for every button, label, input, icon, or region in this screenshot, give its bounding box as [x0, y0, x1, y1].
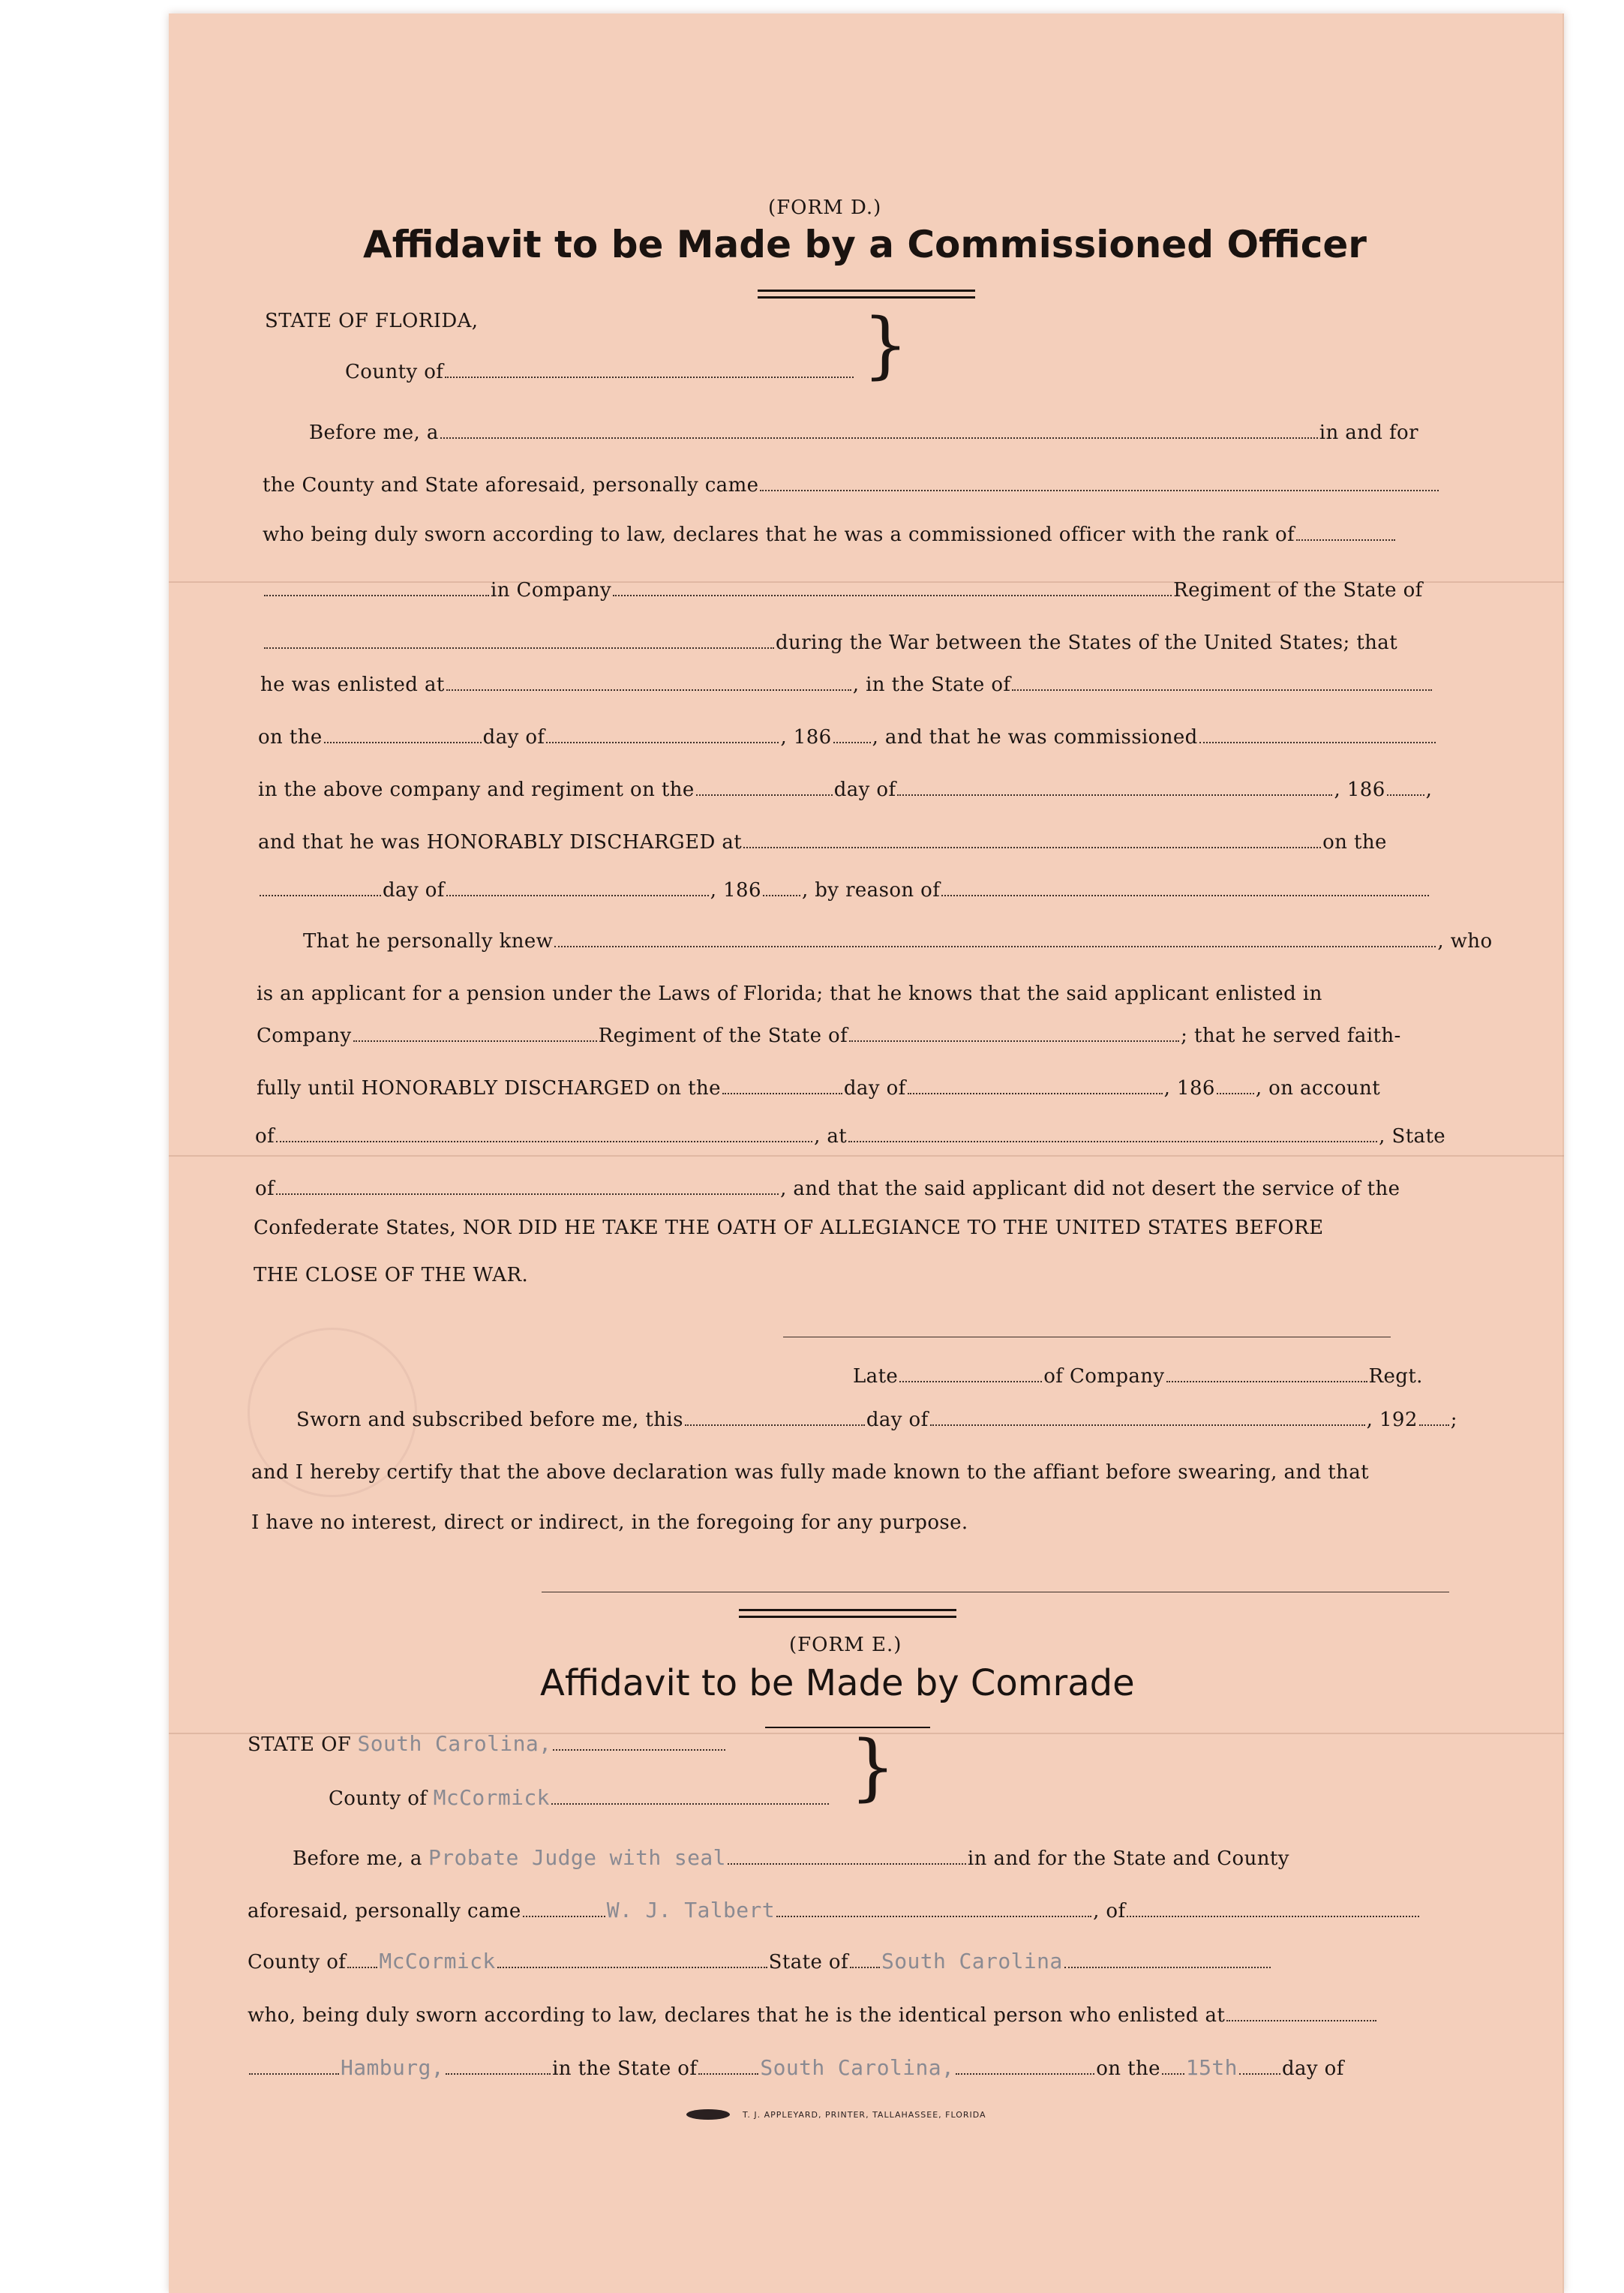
printer-imprint: T. J. APPLEYARD, PRINTER, TALLAHASSEE, FLORIDA [743, 2110, 986, 2120]
text-line: That he personally knew , who [303, 930, 1493, 953]
typed-officer-title: Probate Judge with seal [428, 1845, 726, 1870]
text-line: Before me, a Probate Judge with seal in and for the State and County [293, 1845, 1289, 1870]
form-d-label: (FORM D.) [768, 197, 882, 219]
form-d-title: Affidavit to be Made by a Commissioned Officer [363, 223, 1367, 266]
title-rule [758, 296, 975, 299]
text-line: who being duly sworn according to law, declares that he was a commissioned officer with the rank of [263, 524, 1397, 546]
state-line: STATE OF FLORIDA, [265, 310, 479, 332]
text-line: during the War between the States of the United States; that [263, 632, 1397, 654]
brace: } [850, 1725, 896, 1809]
text-line: Hamburg, in the State of South Carolina, on the 15th day of [248, 2057, 1344, 2080]
typed-county: McCormick [433, 1785, 550, 1810]
text-line: aforesaid, personally came W. J. Talbert , of [248, 1899, 1421, 1922]
text-line: THE CLOSE OF THE WAR. [254, 1264, 529, 1286]
typed-state: South Carolina, [760, 2055, 955, 2080]
separator-line [540, 1575, 1451, 1598]
text-line: who, being duly sworn according to law, declares that he is the identical person who enlisted at [248, 2004, 1378, 2027]
text-line: Late of Company Regt. [853, 1365, 1423, 1388]
text-line: on the day of , 186 , and that he was commissioned [258, 726, 1437, 749]
typed-name: W. J. Talbert [606, 1898, 776, 1922]
text-line: the County and State aforesaid, personally came [263, 474, 1440, 497]
text-line: in Company Regiment of the State of [263, 579, 1423, 602]
text-line: and I hereby certify that the above declaration was fully made known to the affiant before swearing, and that [251, 1461, 1369, 1484]
text-line: day of , 186 , by reason of [258, 879, 1430, 902]
brace: } [863, 303, 909, 387]
printer-ornament-icon [686, 2109, 730, 2120]
text-line: Sworn and subscribed before me, this day of , 192 ; [296, 1409, 1457, 1431]
text-line: County of McCormick State of South Carolina [248, 1950, 1272, 1973]
title-rule [758, 290, 975, 292]
section-rule [739, 1616, 956, 1618]
typed-state: South Carolina [881, 1949, 1063, 1973]
typed-state: South Carolina, [357, 1731, 552, 1756]
typed-county: McCormick [379, 1949, 496, 1973]
text-line: Before me, a in and for [309, 422, 1418, 444]
text-line: in the above company and regiment on the day of , 186 , [258, 779, 1433, 801]
text-line: is an applicant for a pension under the Laws of Florida; that he knows that the said applicant enlisted in [257, 983, 1322, 1005]
typed-place: Hamburg, [341, 2055, 445, 2080]
state-line: STATE OF South Carolina, [248, 1733, 727, 1756]
fold-line [169, 1155, 1564, 1157]
form-e-title: Affidavit to be Made by Comrade [540, 1662, 1135, 1704]
form-e-label: (FORM E.) [789, 1634, 902, 1656]
text-line: Confederate States, NOR DID HE TAKE THE OATH OF ALLEGIANCE TO THE UNITED STATES BEFORE [254, 1217, 1324, 1239]
signature-line [782, 1320, 1392, 1343]
title-rule [765, 1727, 930, 1728]
section-rule [739, 1609, 956, 1611]
county-line: County of [345, 361, 855, 383]
text-line: I have no interest, direct or indirect, in the foregoing for any purpose. [251, 1511, 968, 1534]
county-line: County of McCormick [329, 1787, 830, 1810]
text-line: he was enlisted at , in the State of [260, 674, 1433, 696]
text-line: of , and that the said applicant did not desert the service of the [255, 1178, 1400, 1200]
text-line: and that he was HONORABLY DISCHARGED at on the [258, 831, 1387, 854]
text-line: of , at , State [255, 1125, 1446, 1148]
typed-day: 15th [1185, 2055, 1238, 2080]
text-line: Company Regiment of the State of ; that he served faith- [257, 1025, 1401, 1047]
text-line: fully until HONORABLY DISCHARGED on the day of , 186 , on account [257, 1077, 1381, 1100]
